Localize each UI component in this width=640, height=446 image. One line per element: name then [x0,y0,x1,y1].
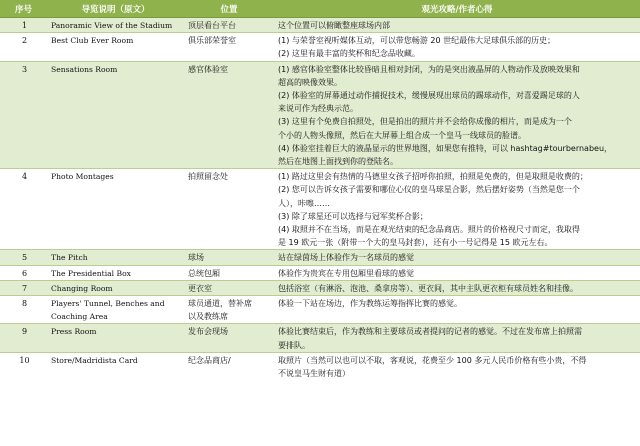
row-notes [274,169,640,250]
row-notes [274,324,640,352]
header-name: 导览说明（原文） [47,0,184,18]
row-location [184,18,274,33]
table-row [0,324,640,352]
row-notes-line: (2) 您可以告诉女孩子需要和哪位心仪的皇马球星合影，然后摆好姿势（当然是您一个 [278,185,580,195]
row-notes-line: 体验作为贵宾在专用包厢里看球的感觉 [278,268,414,278]
row-notes-line: 包括浴室（有淋浴、泡池、桑拿房等）、更衣间，其中主队更衣柜有球员姓名和挂像。 [278,283,578,293]
row-name [47,61,184,169]
row-notes-line: (4) 体验室挂着巨大的液晶显示的世界地图，如果您有推特，可以 hashtag#tourbernabeu， [278,143,613,153]
row-name [47,296,184,324]
row-notes-line: 取照片（当然可以也可以不取，客观说，花费至少 100 多元人民币价格有些小贵，不得 [278,355,587,365]
row-notes-line: 超高的映像效果。 [278,77,342,87]
row-location [184,280,274,295]
row-name-line: Store/Madridista Card [51,355,138,365]
row-notes-line: 体验比赛结束后，作为教练和主要球员或者提问的记者的感觉。不过在发布席上拍照需 [278,327,582,337]
row-number: 5 [0,250,47,265]
table-row [0,280,640,295]
row-notes [274,296,640,324]
header-location: 位置 [184,0,274,18]
row-location [184,33,274,61]
row-notes-line: (1) 路过这里会有热情的马德里女孩子招呼你拍照，拍照是免费的，但是取照是收费的； [278,172,588,182]
row-name-line: Panoramic View of the Stadium [51,21,173,30]
row-notes-line: (4) 取照并不在当场，而是在观光结束的纪念品商店。照片的价格视尺寸而定，我取得 [278,225,580,235]
row-location-line: 俱乐部荣誉室 [188,36,236,46]
row-notes-line: (2) 这里有最丰富的奖杯和纪念品收藏。 [278,49,420,59]
row-number: 6 [0,265,47,280]
row-name-line: The Pitch [51,253,88,263]
row-number: 9 [0,324,47,352]
row-notes [274,33,640,61]
row-notes [274,18,640,33]
row-location-line: 拍照留念处 [188,172,228,182]
row-notes-line: 是 19 欧元一张（附带一个大的皇马封套），还有小一号记得是 15 欧元左右。 [278,238,553,248]
row-number: 3 [0,61,47,169]
row-number: 7 [0,280,47,295]
row-notes-line: 站在绿茵场上体验作为一名球员的感觉 [278,253,414,263]
row-notes [274,250,640,265]
row-name-line: Sensations Room [51,64,118,74]
row-notes-line: (1) 感官体验室整体比较昏暗且相对封闭，为的是突出液晶屏的人物动作及放映效果和 [278,64,580,74]
row-notes-line: 来说可作为经典示范。 [278,104,358,114]
row-name-line: Coaching Area [51,312,108,322]
row-location [184,250,274,265]
header-no: 序号 [0,0,47,18]
row-location-line: 球员通道，替补席 [188,299,252,309]
row-location [184,169,274,250]
row-location-line: 顶层看台平台 [188,21,236,30]
row-name [47,324,184,352]
table-row [0,18,640,33]
row-notes [274,265,640,280]
table-row [0,169,640,250]
row-notes-line: 人），咔嚓…… [278,198,330,208]
table-row [0,352,640,380]
row-location [184,324,274,352]
row-notes-line: 要排队。 [278,340,310,350]
row-name [47,169,184,250]
row-name-line: Players' Tunnel, Benches and [51,299,165,309]
row-location [184,352,274,380]
row-location-line: 纪念品商店/ [188,355,231,365]
row-notes-line: (1) 与荣誉室视听媒体互动，可以带您畅游 20 世纪最伟大足球俱乐部的历史； [278,36,556,46]
row-number: 4 [0,169,47,250]
table-row [0,33,640,61]
row-name [47,18,184,33]
row-number: 10 [0,352,47,380]
row-location [184,296,274,324]
row-location-line: 以及教练席 [188,312,228,322]
row-location-line: 更衣室 [188,283,212,293]
row-name-line: Best Club Ever Room [51,36,134,46]
table-row [0,61,640,169]
table-header-row [0,0,640,18]
row-name-line: Changing Room [51,283,113,293]
row-name-line: The Presidential Box [51,268,131,278]
row-name [47,280,184,295]
row-location-line: 发布会现场 [188,327,228,337]
row-name [47,250,184,265]
row-location-line: 球场 [188,253,204,263]
row-name [47,33,184,61]
header-notes: 观光攻略/作者心得 [274,0,640,18]
row-location [184,265,274,280]
row-location-line: 总统包厢 [188,268,220,278]
table-row [0,296,640,324]
row-location-line: 感官体验室 [188,64,228,74]
table-row [0,265,640,280]
row-name [47,352,184,380]
table-row [0,250,640,265]
row-name [47,265,184,280]
row-notes [274,352,640,380]
row-number: 8 [0,296,47,324]
row-location [184,61,274,169]
row-notes-line: 个小的人物头像照，然后在大屏幕上组合成一个皇马一线球员的脸谱。 [278,130,526,140]
row-notes [274,280,640,295]
table-body [0,18,640,381]
row-notes-line: 体验一下站在场边，作为教练运筹指挥比赛的感觉。 [278,299,462,309]
row-number: 1 [0,18,47,33]
row-notes-line: 不说皇马生财有道） [278,369,350,379]
row-name-line: Photo Montages [51,172,114,182]
row-name-line: Press Room [51,327,97,337]
row-notes-line: 然后在地图上面找到你的登陆名。 [278,157,398,167]
row-notes-line: (2) 体验室的屏幕通过动作捕捉技术，缓慢展现出球员的踢球动作，对喜爱踢足球的人 [278,91,580,101]
row-number: 2 [0,33,47,61]
row-notes-line: 这个位置可以俯瞰整座球场内部 [278,21,390,30]
row-notes-line: (3) 除了球星还可以选择与冠军奖杯合影； [278,211,428,221]
row-notes-line: (3) 这里有个免费自拍照处，但是拍出的照片并不会给你成像的相片，而是成为一个 [278,117,572,127]
row-notes [274,61,640,169]
